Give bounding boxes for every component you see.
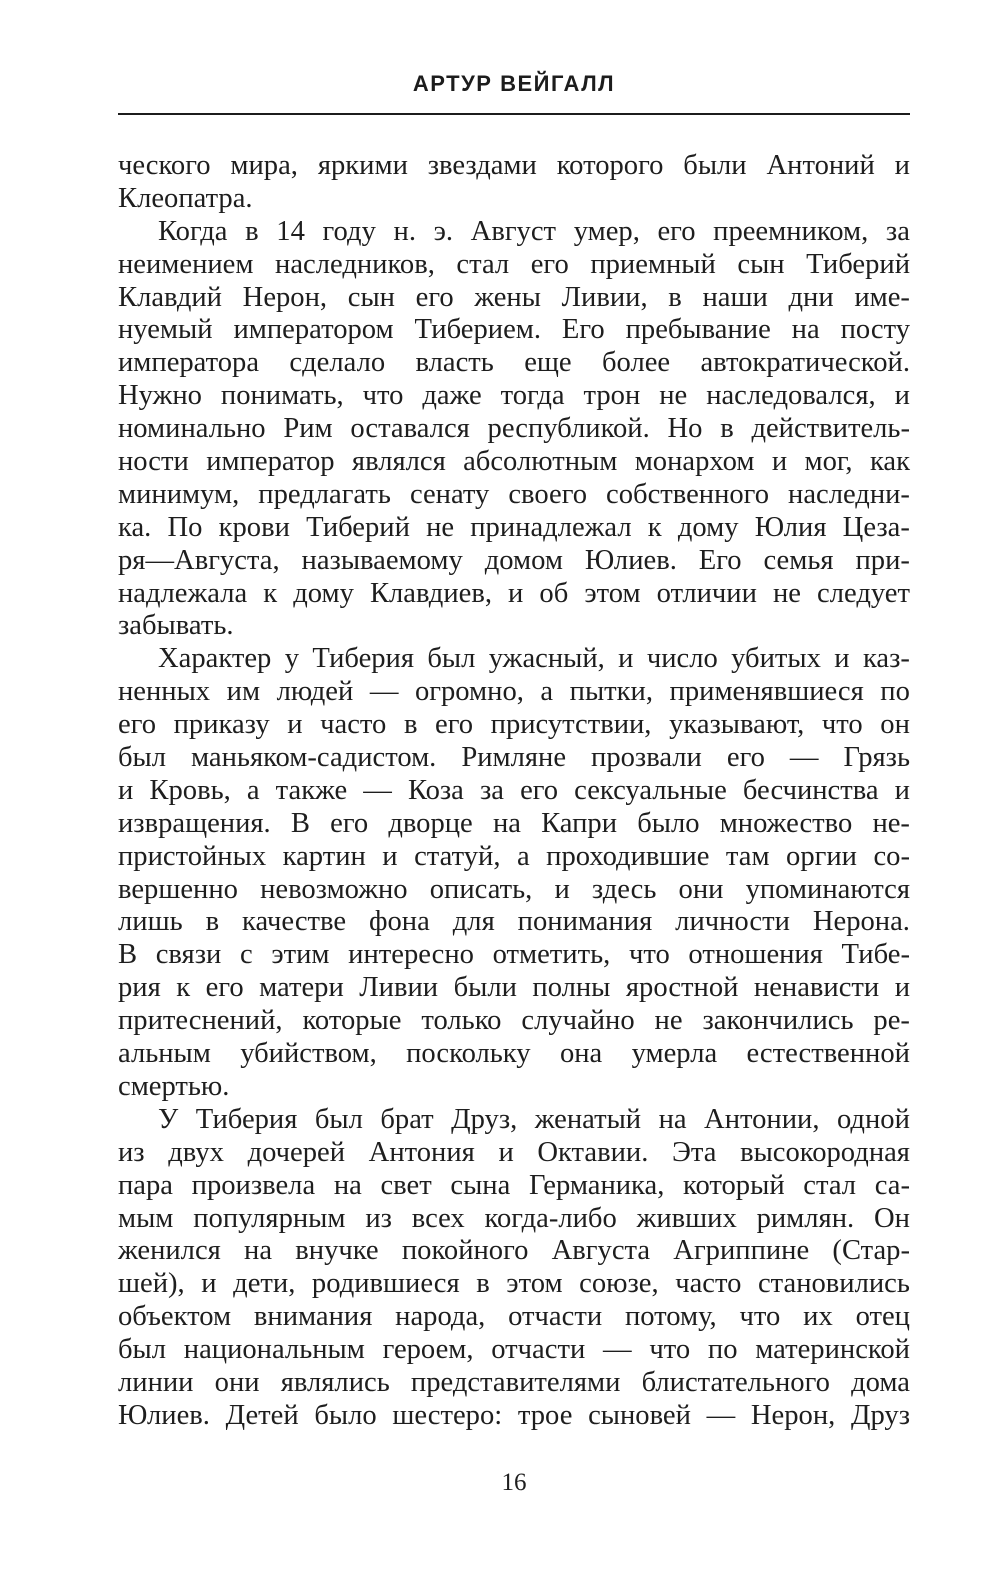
text-line: ря—Августа, называемому домом Юлиев. Его семья при-	[118, 544, 910, 576]
text-line: императора сделало власть еще более автократической.	[118, 347, 910, 379]
text-line: лишь в качестве фона для понимания личности Нерона.	[118, 906, 910, 938]
text-line: из двух дочерей Антония и Октавии. Эта высокородная	[118, 1136, 910, 1168]
text-line: смертью.	[118, 1070, 230, 1102]
text-line: номинально Рим оставался республикой. Но в действитель-	[118, 413, 910, 445]
text-line: минимум, предлагать сенату своего собственного наследни-	[118, 478, 910, 510]
paragraph	[118, 216, 910, 644]
text-line: Когда в 14 году н. э. Август умер, его преемником, за	[158, 215, 910, 247]
paragraph	[118, 643, 910, 1103]
text-line: ческого мира, яркими звездами которого были Антоний и	[118, 150, 910, 181]
text-line: был национальным героем, отчасти — что по материнской	[118, 1334, 910, 1366]
paragraph	[118, 150, 910, 216]
text-line: неимением наследников, стал его приемный сын Тиберий	[118, 248, 910, 280]
text-line: вершенно невозможно описать, и здесь они упоминаются	[118, 873, 910, 905]
running-head: АРТУР ВЕЙГАЛЛ	[412, 71, 616, 96]
text-line: мым популярным из всех когда-либо живших римлян. Он	[118, 1202, 910, 1234]
text-line: альным убийством, поскольку она умерла естественной	[118, 1038, 910, 1070]
text-line: ка. По крови Тиберий не принадлежал к дому Юлия Цеза-	[118, 511, 910, 543]
header-rule	[118, 113, 910, 115]
text-line: Клавдий Нерон, сын его жены Ливии, в наши дни име-	[118, 281, 910, 313]
text-line: ненных им людей — огромно, а пытки, применявшиеся по	[118, 676, 910, 708]
paragraph	[118, 1104, 910, 1433]
text-line: и Кровь, а также — Коза за его сексуальные бесчинства и	[118, 774, 910, 806]
text-line: Клеопатра.	[118, 182, 253, 214]
text-line: надлежала к дому Клавдиев, и об этом отличии не следует	[118, 577, 910, 609]
text-line: его приказу и часто в его присутствии, указывают, что он	[118, 709, 910, 741]
text-line: У Тиберия был брат Друз, женатый на Антонии, одной	[158, 1103, 910, 1135]
text-line: извращения. В его дворце на Капри было множество не-	[118, 807, 910, 839]
text-line: шей), и дети, родившиеся в этом союзе, часто становились	[118, 1268, 910, 1300]
text-line: Характер у Тиберия был ужасный, и число убитых и каз-	[158, 643, 910, 675]
text-line: Юлиев. Детей было шестеро: трое сыновей — Нерон, Друз	[118, 1399, 910, 1431]
text-line: нуемый императором Тиберием. Его пребывание на посту	[118, 314, 910, 346]
text-line: женился на внучке покойного Августа Агриппине (Стар-	[118, 1235, 910, 1267]
text-line: линии они являлись представителями блистательного дома	[118, 1366, 910, 1398]
page-number: 16	[501, 1469, 527, 1496]
text-line: забывать.	[118, 610, 234, 642]
text-line: пристойных картин и статуй, а проходившие там оргии со-	[118, 840, 910, 872]
body-text	[118, 150, 910, 1433]
text-line: Нужно понимать, что даже тогда трон не наследовался, и	[118, 380, 910, 412]
text-line: пара произвела на свет сына Германика, который стал са-	[118, 1169, 910, 1201]
text-line: В связи с этим интересно отметить, что отношения Тибе-	[118, 939, 910, 971]
text-line: объектом внимания народа, отчасти потому, что их отец	[118, 1301, 910, 1333]
text-line: ности император являлся абсолютным монархом и мог, как	[118, 446, 910, 478]
text-line: притеснений, которые только случайно не закончились ре-	[118, 1005, 910, 1037]
text-line: рия к его матери Ливии были полны яростной ненависти и	[118, 972, 910, 1004]
text-line: был маньяком-садистом. Римляне прозвали его — Грязь	[118, 742, 910, 774]
